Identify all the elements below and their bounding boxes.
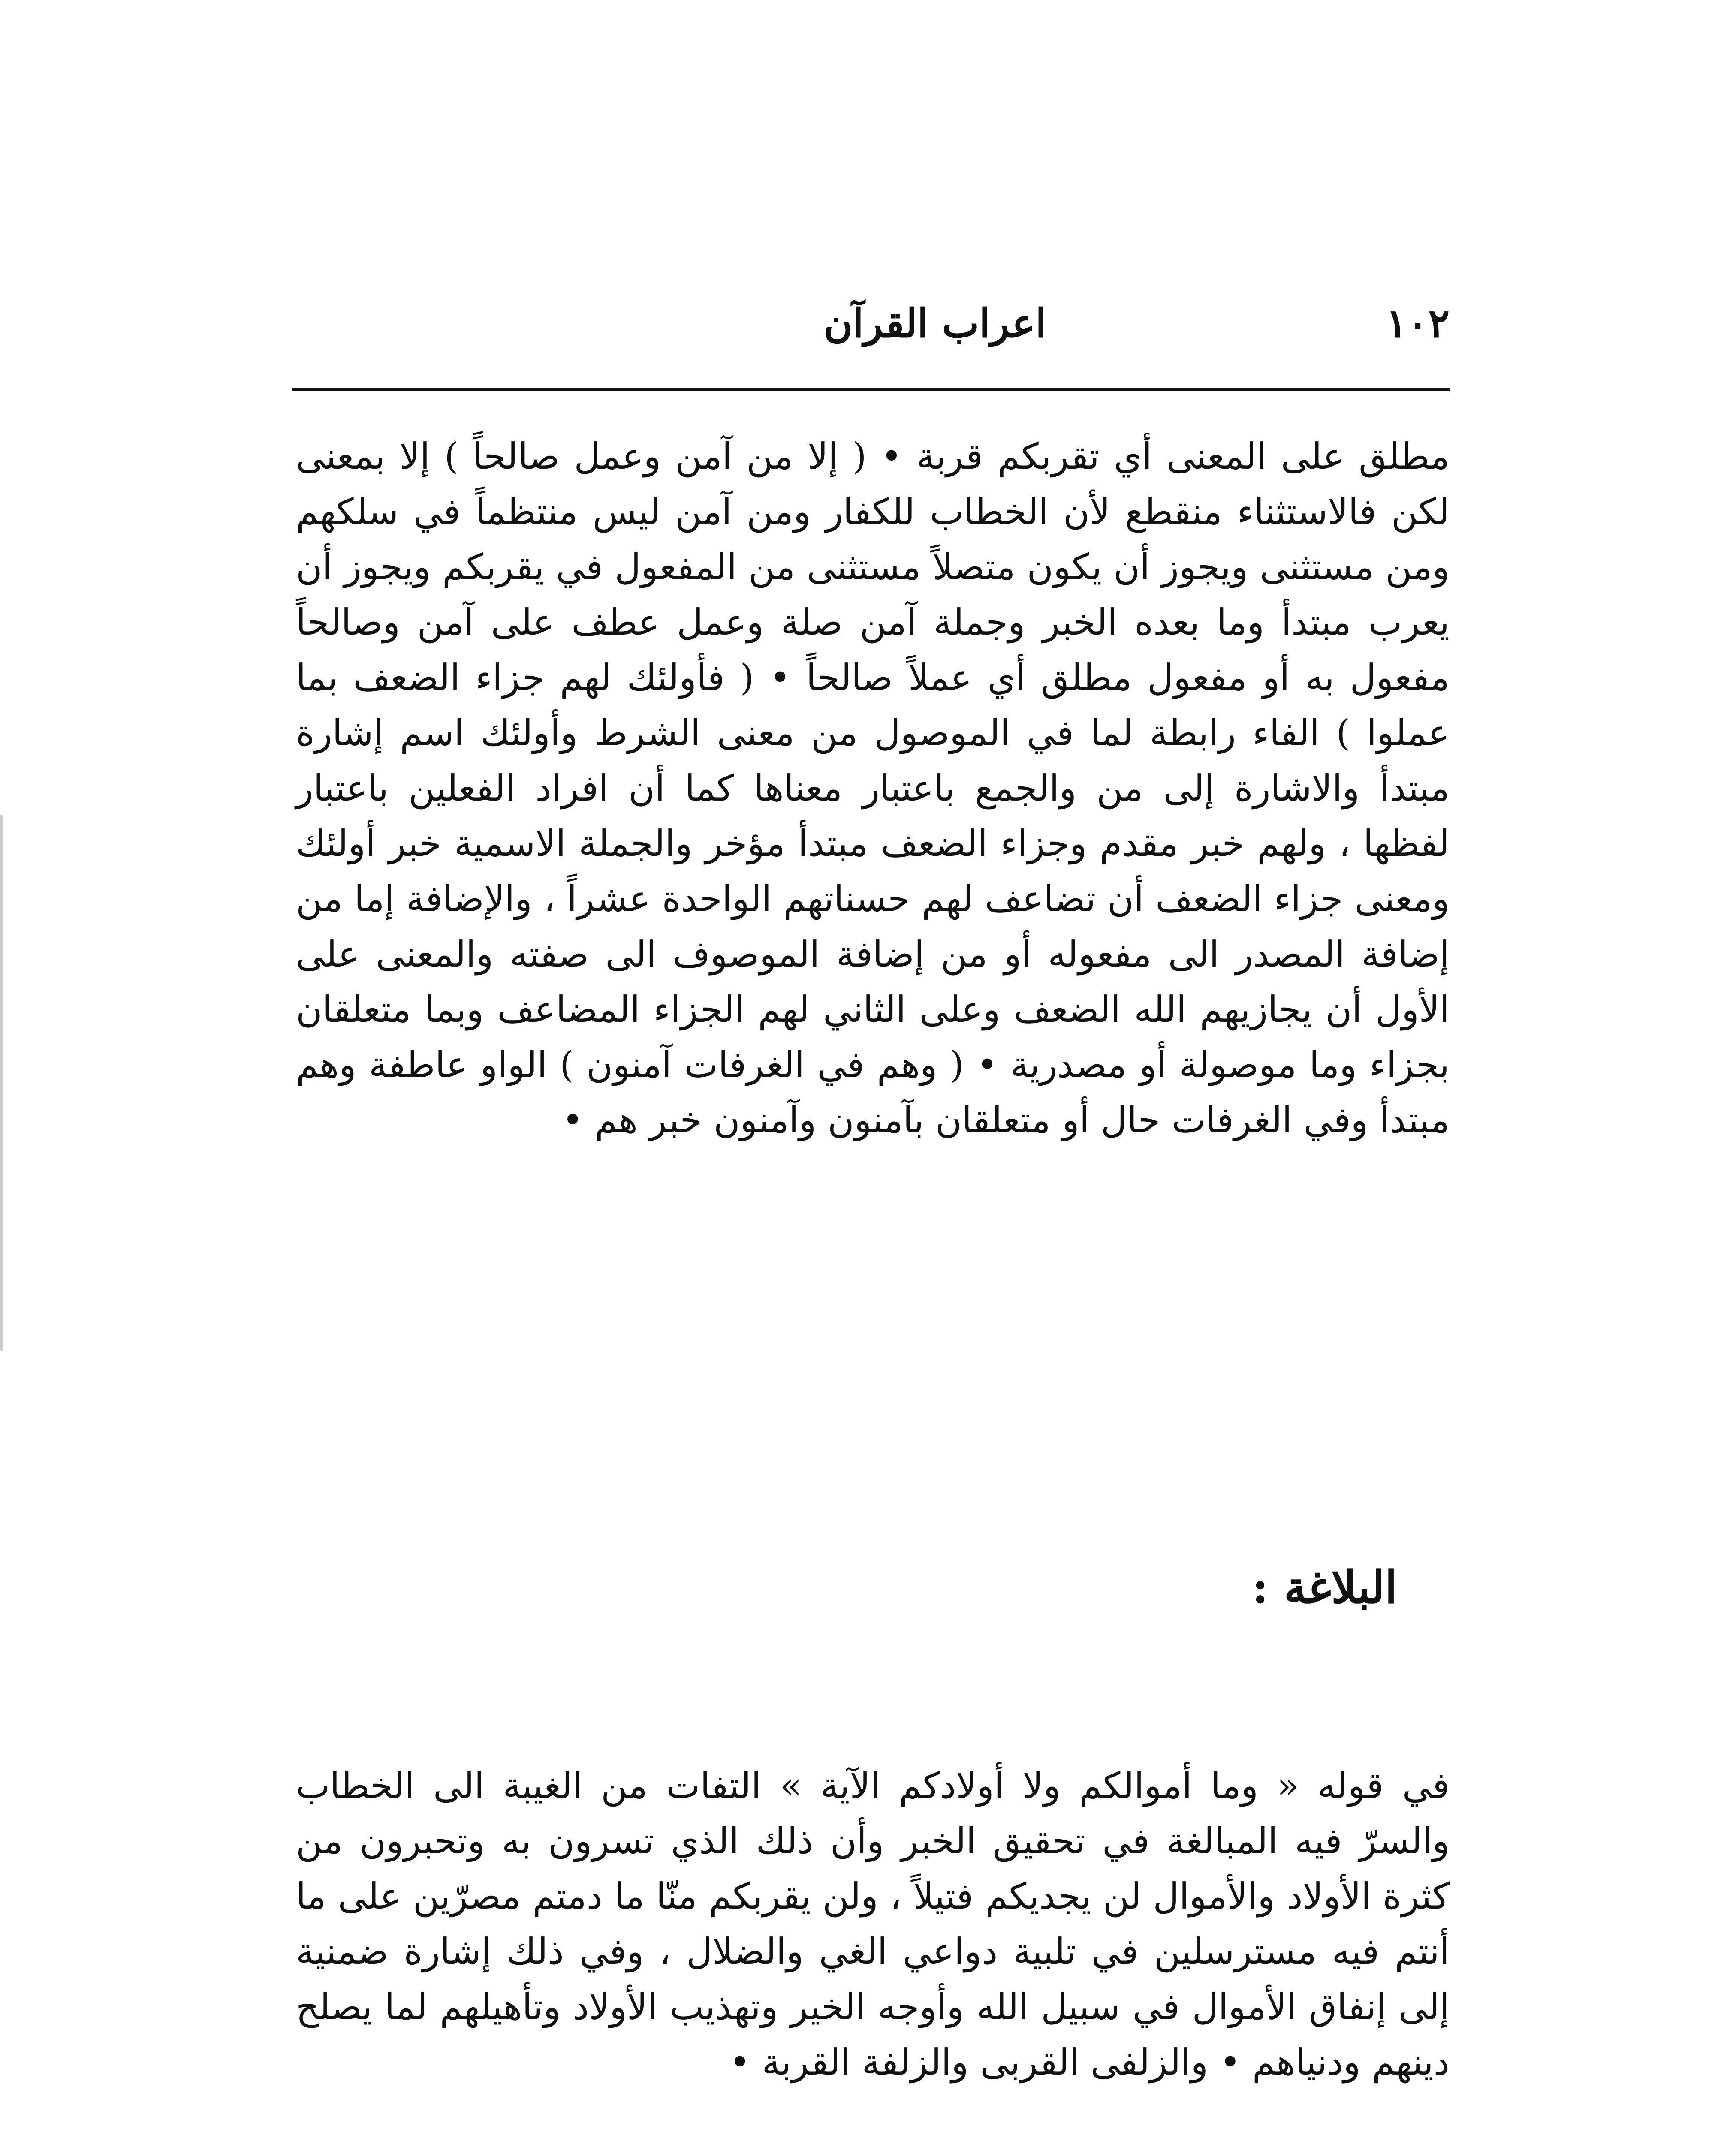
grammar-paragraph: مطلق على المعنى أي تقربكم قربة • ( إلا من آمن وعمل صالحاً ) إلا بمعنى لكن فالاستثناء منقطع لأن الخطاب للكفار ومن آمن ليس منتظماً في سلكهم ومن مستثنى ويجوز أن يكون متصلاً مستثنى من المفعول في يقربكم ويجوز أن يعرب مبتدأ وما بعده الخبر وجملة آمن صلة وعمل عطف على آمن وصالحاً مفعول به أو مفعول مطلق أي عملاً صالحاً • ( فأولئك لهم جزاء الضعف بما عملوا ) الفاء رابطة لما في الموصول من معنى الشرط وأولئك اسم إشارة مبتدأ والاشارة إلى من والجمع باعتبار معناها كما أن افراد الفعلين باعتبار لفظها ، ولهم خبر مقدم وجزاء الضعف مبتدأ مؤخر والجملة الاسمية خبر أولئك ومعنى جزاء الضعف أن تضاعف لهم حسناتهم الواحدة عشراً ، والإضافة إما من إضافة المصدر الى مفعوله أو من إضافة الموصوف الى صفته والمعنى على الأول أن يجازيهم الله الضعف وعلى الثاني لهم الجزاء المضاعف وبما متعلقان بجزاء وما موصولة أو مصدرية • ( وهم في الغرفات آمنون ) الواو عاطفة وهم مبتدأ وفي الغرفات حال أو متعلقان بآمنون وآمنون خبر هم • xyxy=(296,435,1450,1141)
page-header xyxy=(292,296,1450,369)
running-title: اعراب القرآن xyxy=(823,300,1046,346)
header-divider xyxy=(292,388,1450,391)
rhetoric-paragraph: في قوله « وما أموالكم ولا أولادكم الآية » التفات من الغيبة الى الخطاب والسرّ فيه المبالغة في تحقيق الخبر وأن ذلك الذي تسرون به وتحبرون من كثرة الأولاد والأموال لن يجديكم فتيلاً ، ولن يقربكم منّا ما دمتم مصرّين على ما أنتم فيه مسترسلين في تلبية دواعي الغي والضلال ، وفي ذلك إشارة ضمنية إلى إنفاق الأموال في سبيل الله وأوجه الخير وتهذيب الأولاد وتأهيلهم لما يصلح دينهم ودنياهم • والزلفى القربى والزلفة القربة • xyxy=(296,1765,1450,2083)
scan-edge-left xyxy=(0,965,3,1351)
section-heading: البلاغة : xyxy=(1252,1561,1397,1614)
page-number: ١٠٢ xyxy=(1386,300,1450,346)
scan-edge-left xyxy=(0,815,3,978)
